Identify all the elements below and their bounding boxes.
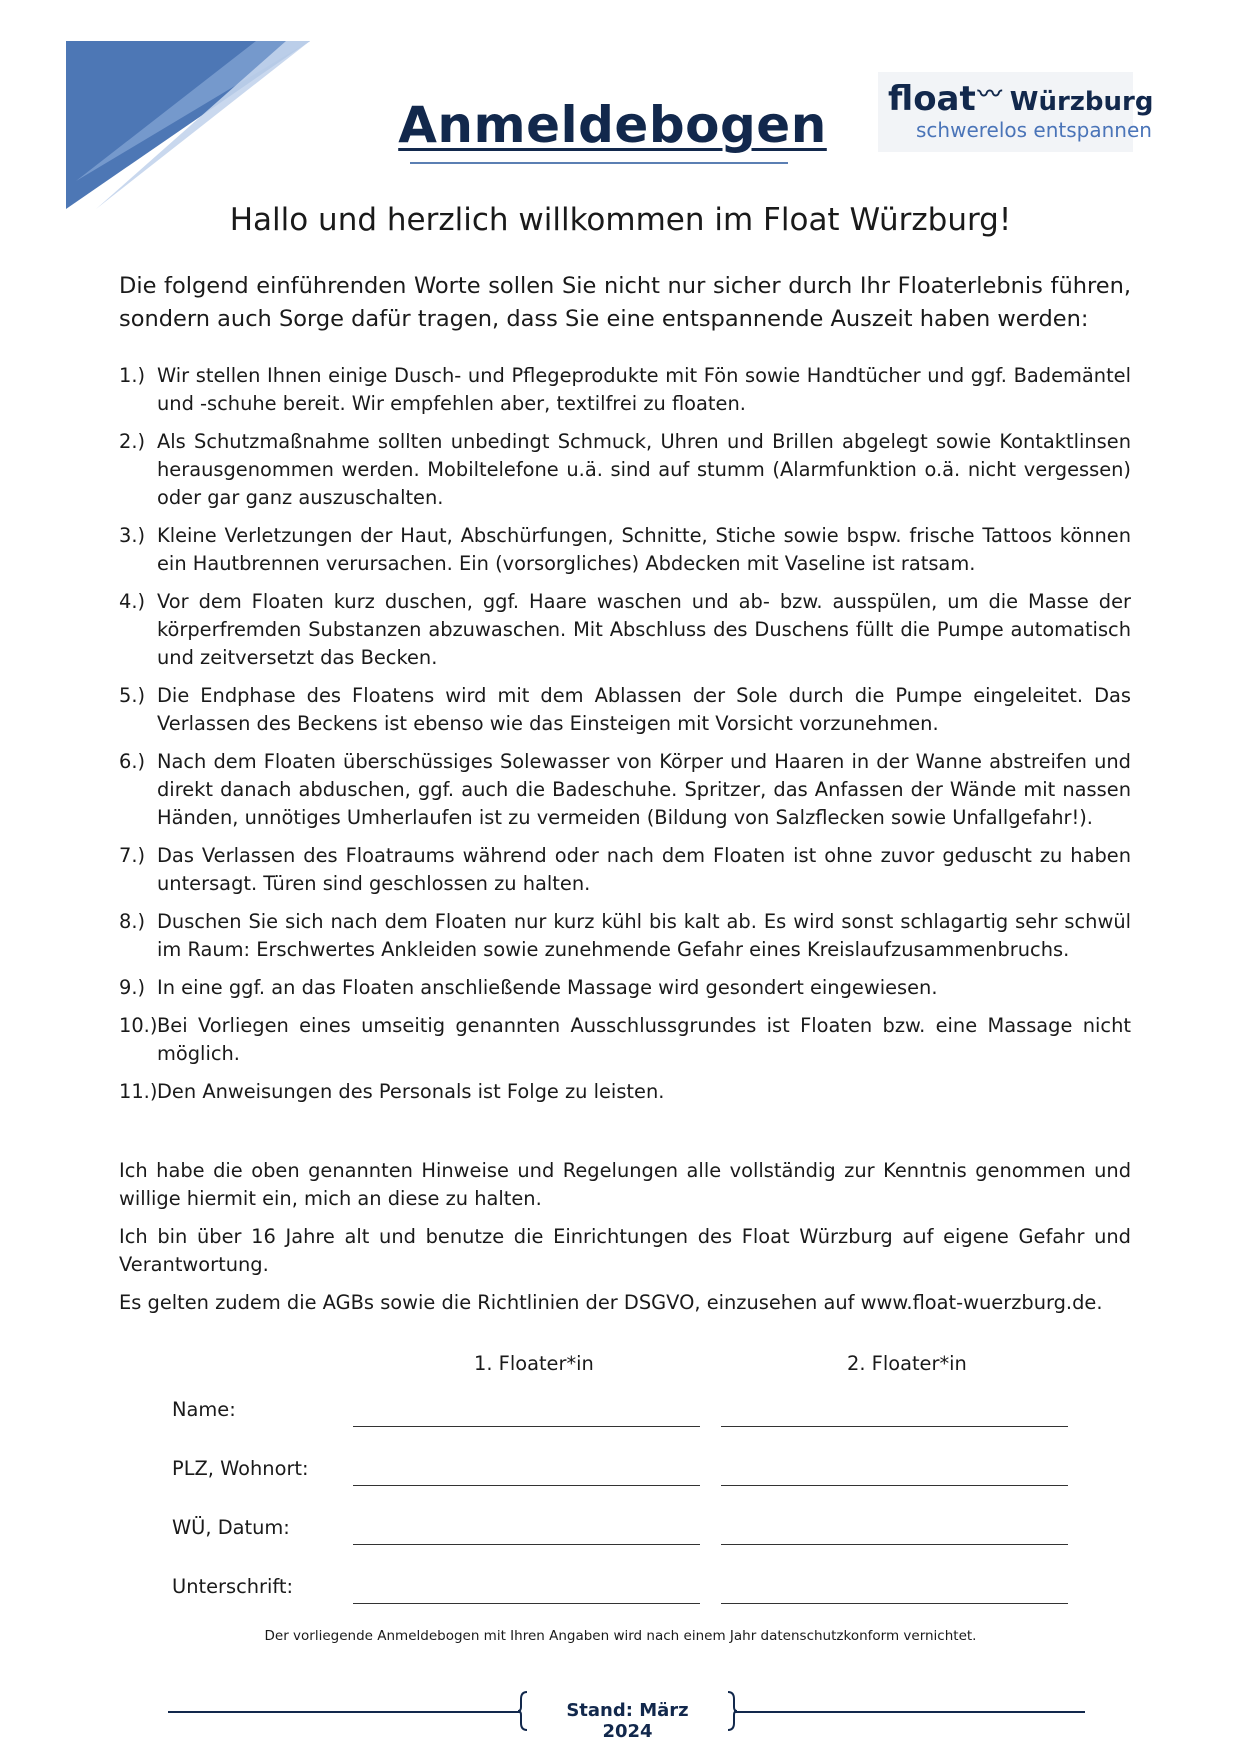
rule-number: 7.) — [119, 844, 146, 867]
ort-datum-field-2[interactable] — [721, 1544, 1068, 1545]
rule-item — [119, 1012, 1131, 1068]
rule-text: Nach dem Floaten überschüssiges Solewasser von Körper und Haaren in der Wanne abstreifen und direkt danach abduschen, ggf. auch die Badeschuhe. Spritzer, das Anfassen der Wände mit nassen Händen, unnötiges Umherlaufen ist zu vermeiden (Bildung von Salzflecken sowie Unfallgefahr!). — [157, 750, 1131, 829]
name-label: Name: — [172, 1398, 236, 1421]
logo-city: Würzburg — [1009, 87, 1154, 117]
floater-1-header: 1. Floater*in — [474, 1352, 594, 1375]
footer-rule-left — [168, 1711, 520, 1713]
consent-section — [119, 1157, 1131, 1327]
name-field-2[interactable] — [721, 1426, 1068, 1427]
rule-text: Vor dem Floaten kurz duschen, ggf. Haare waschen und ab- bzw. ausspülen, um die Masse der körperfremden Substanzen abzuwaschen. Mit Abschluss des Duschens füllt die Pumpe automatisch und zeitversetzt das Becken. — [157, 590, 1131, 669]
rule-item — [119, 428, 1131, 512]
rule-item — [119, 974, 1131, 1002]
rule-item — [119, 588, 1131, 672]
footer-rule-right — [735, 1711, 1085, 1713]
rule-item — [119, 1078, 1131, 1106]
ort-datum-field-1[interactable] — [353, 1544, 700, 1545]
rule-item — [119, 682, 1131, 738]
rule-number: 3.) — [119, 524, 146, 547]
plz-wohnort-field-1[interactable] — [353, 1485, 700, 1486]
consent-statement: Ich habe die oben genannten Hinweise und Regelungen alle vollständig zur Kenntnis genommen und willige hiermit ein, mich an diese zu halten. — [119, 1159, 1131, 1210]
intro-text: Die folgend einführenden Worte sollen Sie nicht nur sicher durch Ihr Floaterlebnis führen, sondern auch Sorge dafür tragen, dass Sie eine entspannende Auszeit haben werden: — [119, 273, 1131, 332]
rule-item — [119, 362, 1131, 418]
rule-number: 4.) — [119, 590, 146, 613]
logo-brand: float — [888, 79, 976, 119]
rule-text: In eine ggf. an das Floaten anschließende Massage wird gesondert eingewiesen. — [157, 976, 938, 999]
ort-datum-label: WÜ, Datum: — [172, 1516, 290, 1539]
float-wuerzburg-logo — [878, 72, 1154, 152]
name-field-1[interactable] — [353, 1426, 700, 1427]
rule-text: Als Schutzmaßnahme sollten unbedingt Schmuck, Uhren und Brillen abgelegt sowie Kontaktlinsen herausgenommen werden. Mobiltelefone u.ä. sind auf stumm (Alarmfunktion o.ä. nicht vergessen) oder gar ganz auszuschalten. — [157, 430, 1131, 509]
rule-number: 2.) — [119, 430, 146, 453]
logo-wordmark — [888, 74, 1153, 119]
rule-text: Die Endphase des Floatens wird mit dem Ablassen der Sole durch die Pumpe eingeleitet. Das Verlassen des Beckens ist ebenso wie das Einsteigen mit Vorsicht vorzunehmen. — [157, 684, 1131, 735]
rule-item — [119, 908, 1131, 964]
version-stamp: Stand: März 2024 — [566, 1700, 689, 1742]
wave-icon: 〰 — [977, 80, 1002, 108]
rule-text: Kleine Verletzungen der Haut, Abschürfungen, Schnitte, Stiche sowie bspw. frische Tattoos können ein Hautbrennen verursachen. Ein (vorsorgliches) Abdecken mit Vaseline ist ratsam. — [157, 524, 1131, 575]
rule-text: Das Verlassen des Floatraums während oder nach dem Floaten ist ohne zuvor geduscht zu haben untersagt. Türen sind geschlossen zu halten. — [157, 844, 1131, 895]
signature-field-1[interactable] — [353, 1603, 700, 1604]
signature-field-2[interactable] — [721, 1603, 1068, 1604]
plz-wohnort-label: PLZ, Wohnort: — [172, 1457, 309, 1480]
signature-label: Unterschrift: — [172, 1575, 294, 1598]
rule-number: 8.) — [119, 910, 146, 933]
logo-tagline: schwerelos entspannen — [916, 118, 1152, 142]
welcome-heading: Hallo und herzlich willkommen im Float Würzburg! — [229, 202, 1012, 238]
rule-number: 11.) — [119, 1080, 158, 1103]
floater-2-header: 2. Floater*in — [847, 1352, 967, 1375]
rule-number: 10.) — [119, 1014, 158, 1037]
rule-number: 5.) — [119, 684, 146, 707]
rules-list — [119, 362, 1131, 1116]
rule-number: 9.) — [119, 976, 146, 999]
age-statement: Ich bin über 16 Jahre alt und benutze die Einrichtungen des Float Würzburg auf eigene Gefahr und Verantwortung. — [119, 1225, 1131, 1276]
rule-text: Wir stellen Ihnen einige Dusch- und Pflegeprodukte mit Fön sowie Handtücher und ggf. Bademäntel und -schuhe bereit. Wir empfehlen aber, textilfrei zu floaten. — [157, 364, 1131, 415]
rule-number: 1.) — [119, 364, 146, 387]
rule-item — [119, 522, 1131, 578]
rule-item — [119, 842, 1131, 898]
rule-text: Bei Vorliegen eines umseitig genannten Ausschlussgrundes ist Floaten bzw. eine Massage nicht möglich. — [157, 1014, 1131, 1065]
page-title: Anmeldebogen — [398, 96, 827, 154]
rule-item — [119, 748, 1131, 832]
rule-number: 6.) — [119, 750, 146, 773]
title-rule — [410, 162, 788, 164]
rule-text: Den Anweisungen des Personals ist Folge zu leisten. — [157, 1080, 665, 1103]
data-protection-note: Der vorliegende Anmeldebogen mit Ihren Angaben wird nach einem Jahr datenschutzkonform vernichtet. — [264, 1628, 977, 1644]
rule-text: Duschen Sie sich nach dem Floaten nur kurz kühl bis kalt ab. Es wird sonst schlagartig sehr schwül im Raum: Erschwertes Ankleiden sowie zunehmende Gefahr eines Kreislaufzusammenbruchs. — [157, 910, 1131, 961]
terms-statement: Es gelten zudem die AGBs sowie die Richtlinien der DSGVO, einzusehen auf www.float-wuerzburg.de. — [119, 1291, 1103, 1314]
plz-wohnort-field-2[interactable] — [721, 1485, 1068, 1486]
left-brace-icon — [518, 1691, 528, 1731]
